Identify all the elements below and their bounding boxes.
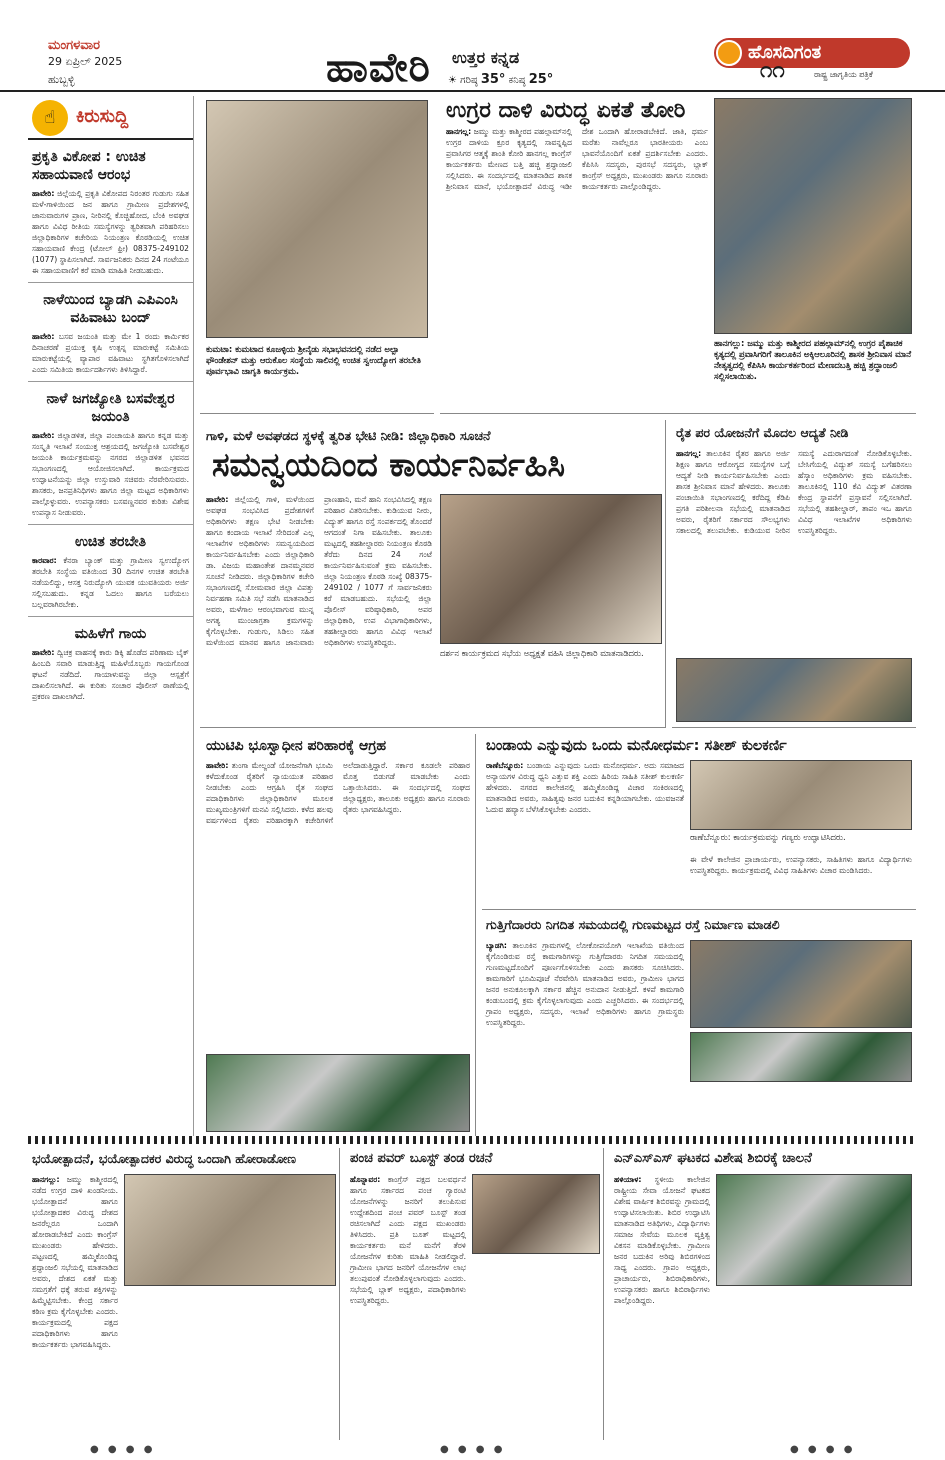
article-text: ತುಂಗಾ ಮೇಲ್ದಂಡೆ ಯೋಜನೆಗಾಗಿ ಭೂಮಿ ಕಳೆದುಕೊಂಡ ರೈತರಿಗೆ ನ್ಯಾಯಯುತ ಪರಿಹಾರ ನೀಡಬೇಕು ಎಂದು ಆಗ್ರಹಿಸಿ ರೈತ ಸಂಘದ ಪದಾಧಿಕಾರಿಗಳು ಜಿಲ್ಲಾಧಿಕಾರಿಗಳ ಮೂಲಕ ಮುಖ್ಯಮಂತ್ರಿಗಳಿಗೆ ಮನವಿ ಸಲ್ಲಿಸಿದರು. ಕಳೆದ ಹಲವು ವರ್ಷಗಳಿಂದ ರೈತರು ಪರಿಹಾರಕ್ಕಾಗಿ ಕಚೇರಿಗಳಿಗೆ ಅಲೆದಾಡುತ್ತಿದ್ದಾರೆ. ಸರ್ಕಾರ ಕೂಡಲೇ ಪರಿಹಾರ ಮೊತ್ತ ಬಿಡುಗಡೆ ಮಾಡಬೇಕು ಎಂದು ಒತ್ತಾಯಿಸಿದರು. ಈ ಸಂದರ್ಭದಲ್ಲಿ ಸಂಘದ ಜಿಲ್ಲಾಧ್ಯಕ್ಷರು, ತಾಲೂಕು ಅಧ್ಯಕ್ಷರು ಹಾಗೂ ನೂರಾರು ರೈತರು ಭಾಗವಹಿಸಿದ್ದರು. [206,761,470,825]
brief-item [28,616,193,702]
issue-info [48,38,178,87]
min-temp: 25° [528,72,554,87]
article-dateline: ಹಳಿಯಾಳ: [614,1175,642,1184]
min-temp-label: ಕನಿಷ್ಠ [508,75,526,86]
photo-caption: ರಾಣೆಬೆನ್ನೂರು: ಕಾರ್ಯಕ್ರಮವನ್ನು ಗಣ್ಯರು ಉದ್ಘಾಟಿಸಿದರು. [690,832,846,842]
kirusuddi-header [28,96,193,140]
brief-text: ಕೆನರಾ ಬ್ಯಾಂಕ್ ಮತ್ತು ಗ್ರಾಮೀಣ ಸ್ವಉದ್ಯೋಗ ತರಬೇತಿ ಸಂಸ್ಥೆಯ ವತಿಯಿಂದ 30 ದಿನಗಳ ಉಚಿತ ತರಬೇತಿ ನಡೆಯಲಿದ್ದು, ಆಸಕ್ತ ನಿರುದ್ಯೋಗಿ ಯುವಕ ಯುವತಿಯರು ಅರ್ಜಿ ಸಲ್ಲಿಸಬಹುದು. ಕನ್ನಡ ಓದಲು ಹಾಗೂ ಬರೆಯಲು ಬಲ್ಲವರಾಗಿರಬೇಕು. [32,556,189,609]
bhayo-article [28,1148,340,1440]
brief-item [28,381,193,518]
brief-item [28,148,193,276]
registration-marks-left: ● ● ● ● [90,1444,156,1455]
issue-city: ಹುಬ್ಬಳ್ಳಿ [48,73,75,86]
brief-dateline: ಹಾವೇರಿ: [32,648,55,657]
article-dateline: ಹೊನ್ನಾವರ: [350,1175,381,1184]
article-text: ಕಾಂಗ್ರೆಸ್ ಪಕ್ಷದ ಬಲವರ್ಧನೆ ಹಾಗೂ ಸರ್ಕಾರದ ಪಂಚ ಗ್ಯಾರಂಟಿ ಯೋಜನೆಗಳನ್ನು ಜನರಿಗೆ ತಲುಪಿಸುವ ಉದ್ದೇಶದಿಂದ ಪಂಚ ಪವರ್ ಬೂಸ್ಟ್ ತಂಡ ರಚಿಸಲಾಗಿದೆ ಎಂದು ಪಕ್ಷದ ಮುಖಂಡರು ತಿಳಿಸಿದರು. ಪ್ರತಿ ಬೂತ್ ಮಟ್ಟದಲ್ಲಿ ಕಾರ್ಯಕರ್ತರು ಮನೆ ಮನೆಗೆ ತೆರಳಿ ಯೋಜನೆಗಳ ಕುರಿತು ಮಾಹಿತಿ ನೀಡಲಿದ್ದಾರೆ. ಗ್ರಾಮೀಣ ಭಾಗದ ಜನರಿಗೆ ಯೋಜನೆಗಳ ಲಾಭ ತಲುಪುವಂತೆ ನೋಡಿಕೊಳ್ಳಲಾಗುವುದು ಎಂದರು. ಸಭೆಯಲ್ಲಿ ಬ್ಲಾಕ್ ಅಧ್ಯಕ್ಷರು, ಪದಾಧಿಕಾರಿಗಳು ಉಪಸ್ಥಿತರಿದ್ದರು. [350,1175,467,1305]
article-headline: ಉಗ್ರರ ದಾಳಿ ವಿರುದ್ಧ ಏಕತೆ ತೋರಿ [446,98,686,123]
article-dateline: ಹಾವೇರಿ: [206,495,229,504]
page-subtitle: ಉತ್ತರ ಕನ್ನಡ [452,48,520,67]
brief-text: ಜಿಲ್ಲಾಡಳಿತ, ಜಿಲ್ಲಾ ಪಂಚಾಯತಿ ಹಾಗೂ ಕನ್ನಡ ಮತ್ತು ಸಂಸ್ಕೃತಿ ಇಲಾಖೆ ಸಂಯುಕ್ತ ಆಶ್ರಯದಲ್ಲಿ ಜಗಜ್ಯೋತಿ ಬಸವೇಶ್ವರ ಜಯಂತಿ ಕಾರ್ಯಕ್ರಮವನ್ನು ನಗರದ ಜಿಲ್ಲಾಡಳಿತ ಭವನದ ಸಭಾಂಗಣದಲ್ಲಿ ಆಯೋಜಿಸಲಾಗಿದೆ. ಕಾರ್ಯಕ್ರಮದ ಉದ್ಘಾಟನೆಯನ್ನು ಜಿಲ್ಲಾ ಉಸ್ತುವಾರಿ ಸಚಿವರು ನೆರವೇರಿಸುವರು. ಶಾಸಕರು, ಜನಪ್ರತಿನಿಧಿಗಳು ಹಾಗೂ ಜಿಲ್ಲಾ ಮಟ್ಟದ ಅಧಿಕಾರಿಗಳು ಪಾಲ್ಗೊಳ್ಳುವರು. ಉಪನ್ಯಾಸಕರು ಬಸವಣ್ಣನವರ ಕುರಿತು ವಿಶೇಷ ಉಪನ್ಯಾಸ ನೀಡುವರು. [32,431,189,517]
event-photo [690,760,912,830]
article-headline: ಬಂಡಾಯ ಎನ್ನುವುದು ಒಂದು ಮನೋಧರ್ಮ: ಸತೀಶ್ ಕುಲಕರ್ಣಿ [486,738,787,754]
brief-item [28,282,193,375]
article-body [350,1174,466,1436]
article-headline: ಪಂಚ ಪವರ್ ಬೂಸ್ಟ್ ತಂಡ ರಚನೆ [350,1151,493,1166]
pancha-article [346,1148,604,1440]
speaker-photo [124,1174,336,1286]
brand-tagline: ರಾಷ್ಟ್ರ ಜಾಗೃತಿಯ ಪತ್ರಿಕೆ [814,70,873,79]
brief-headline: ಮಹಿಳೆಗೆ ಗಾಯ [74,626,147,642]
brief-body [28,555,193,610]
candle-march-photo [714,98,912,334]
brief-dateline: ಹಾವೇರಿ: [32,189,55,198]
article-text: ಜಮ್ಮು ಮತ್ತು ಕಾಶ್ಮೀರದ ಪಹಲ್ಗಾಮ್‌ನಲ್ಲಿ ಉಗ್ರರ ದಾಳಿಯ ಕ್ರೂರ ಕೃತ್ಯದಲ್ಲಿ ಸಾವನ್ನಪ್ಪಿದ ಪ್ರವಾಸಿಗರ ಆತ್ಮಕ್ಕೆ ಶಾಂತಿ ಕೋರಿ ಹಾನಗಲ್ಲ ಕಾಂಗ್ರೆಸ್ ಕಾರ್ಯಕರ್ತರು ಮೇಣದ ಬತ್ತಿ ಹಚ್ಚಿ ಶ್ರದ್ಧಾಂಜಲಿ ಸಲ್ಲಿಸಿದರು. ಈ ಸಂದರ್ಭದಲ್ಲಿ ಮಾತನಾಡಿದ ಶಾಸಕ ಶ್ರೀನಿವಾಸ ಮಾನೆ, ಭಯೋತ್ಪಾದನೆ ವಿರುದ್ಧ ಇಡೀ ದೇಶ ಒಂದಾಗಿ ಹೋರಾಡಬೇಕಿದೆ. ಜಾತಿ, ಧರ್ಮ ಮರೆತು ನಾವೆಲ್ಲರೂ ಭಾರತೀಯರು ಎಂಬ ಭಾವನೆಯೊಂದಿಗೆ ಏಕತೆ ಪ್ರದರ್ಶಿಸಬೇಕು ಎಂದರು. ಕೆಪಿಸಿಸಿ ಸದಸ್ಯರು, ಪುರಸಭೆ ಸದಸ್ಯರು, ಬ್ಲಾಕ್ ಕಾಂಗ್ರೆಸ್ ಅಧ್ಯಕ್ಷರು, ಮುಖಂಡರು ಹಾಗೂ ನೂರಾರು ಕಾರ್ಯಕರ್ತರು ಪಾಲ್ಗೊಂಡಿದ್ದರು. [446,127,708,191]
article-text: ಜಿಲ್ಲೆಯಲ್ಲಿ ಗಾಳಿ, ಮಳೆಯಿಂದ ಅವಘಡ ಸಂಭವಿಸಿದ ಪ್ರದೇಶಗಳಿಗೆ ಅಧಿಕಾರಿಗಳು ತಕ್ಷಣ ಭೇಟಿ ನೀಡಬೇಕು ಹಾಗೂ ಕಂದಾಯ ಇಲಾಖೆ ಸೇರಿದಂತೆ ಎಲ್ಲ ಇಲಾಖೆಗಳ ಅಧಿಕಾರಿಗಳು ಸಮನ್ವಯದಿಂದ ಕಾರ್ಯನಿರ್ವಹಿಸಬೇಕು ಎಂದು ಜಿಲ್ಲಾಧಿಕಾರಿ ಡಾ. ವಿಜಯ ಮಹಾಂತೇಶ ದಾನಮ್ಮನವರ ಸೂಚನೆ ನೀಡಿದರು. ಜಿಲ್ಲಾಧಿಕಾರಿಗಳ ಕಚೇರಿ ಸಭಾಂಗಣದಲ್ಲಿ ಸೋಮವಾರ ಜಿಲ್ಲಾ ವಿಪತ್ತು ನಿರ್ವಹಣಾ ಸಮಿತಿ ಸಭೆ ನಡೆಸಿ ಮಾತನಾಡಿದ ಅವರು, ಮಳೆಗಾಲ ಆರಂಭವಾಗುವ ಮುನ್ನ ಅಗತ್ಯ ಮುಂಜಾಗ್ರತಾ ಕ್ರಮಗಳನ್ನು ಕೈಗೊಳ್ಳಬೇಕು. ಗುಡುಗು, ಸಿಡಿಲು ಸಹಿತ ಮಳೆಯಿಂದ ಮಾನವ ಹಾಗೂ ಜಾನುವಾರು ಪ್ರಾಣಹಾನಿ, ಮನೆ ಹಾನಿ ಸಂಭವಿಸಿದಲ್ಲಿ ತಕ್ಷಣ ಪರಿಹಾರ ವಿತರಿಸಬೇಕು. ಕುಡಿಯುವ ನೀರು, ವಿದ್ಯುತ್ ಹಾಗೂ ರಸ್ತೆ ಸಂಪರ್ಕದಲ್ಲಿ ತೊಂದರೆ ಆಗದಂತೆ ನಿಗಾ ವಹಿಸಬೇಕು. ತಾಲೂಕು ಮಟ್ಟದಲ್ಲಿ ತಹಶೀಲ್ದಾರರು ನಿಯಂತ್ರಣ ಕೊಠಡಿ ತೆರೆದು ದಿನದ 24 ಗಂಟೆ ಕಾರ್ಯನಿರ್ವಹಿಸುವಂತೆ ಕ್ರಮ ವಹಿಸಬೇಕು. ಜಿಲ್ಲಾ ನಿಯಂತ್ರಣ ಕೊಠಡಿ ಸಂಖ್ಯೆ 08375-249102 / 1077 ಗೆ ಸಾರ್ವಜನಿಕರು ಕರೆ ಮಾಡಬಹುದು. ಸಭೆಯಲ್ಲಿ ಜಿಲ್ಲಾ ಪೊಲೀಸ್ ವರಿಷ್ಠಾಧಿಕಾರಿ, ಅಪರ ಜಿಲ್ಲಾಧಿಕಾರಿ, ಉಪ ವಿಭಾಗಾಧಿಕಾರಿಗಳು, ತಹಶೀಲ್ದಾರರು ಹಾಗೂ ವಿವಿಧ ಇಲಾಖೆ ಅಧಿಕಾರಿಗಳು ಉಪಸ್ಥಿತರಿದ್ದರು. [206,495,432,647]
brief-headline: ನಾಳೆಯಿಂದ ಬ್ಯಾಡಗಿ ಎಪಿಎಂಸಿ ವಹಿವಾಟು ಬಂದ್ [43,292,178,326]
kirusuddi-column [28,96,194,1136]
issue-date: 29 ಏಪ್ರಿಲ್ 2025 [48,55,123,68]
samanvaya-lead-article [200,420,666,728]
ugra-article [440,96,916,414]
brief-text: ದ್ವಿಚಕ್ರ ವಾಹನಕ್ಕೆ ಕಾರು ಡಿಕ್ಕಿ ಹೊಡೆದ ಪರಿಣಾಮ ಬೈಕ್ ಹಿಂಬದಿ ಸವಾರಿ ಮಾಡುತ್ತಿದ್ದ ಮಹಿಳೆಯೊಬ್ಬರು ಗಾಯಗೊಂಡ ಘಟನೆ ನಡೆದಿದೆ. ಗಾಯಾಳುವನ್ನು ಜಿಲ್ಲಾ ಆಸ್ಪತ್ರೆಗೆ ದಾಖಲಿಸಲಾಗಿದೆ. ಈ ಕುರಿತು ಸಂಚಾರ ಪೊಲೀಸ್ ಠಾಣೆಯಲ್ಲಿ ಪ್ರಕರಣ ದಾಖಲಾಗಿದೆ. [32,648,189,701]
article-text: ತಾಲೂಕಿನ ಗ್ರಾಮಗಳಲ್ಲಿ ಲೋಕೋಪಯೋಗಿ ಇಲಾಖೆಯ ವತಿಯಿಂದ ಕೈಗೊಂಡಿರುವ ರಸ್ತೆ ಕಾಮಗಾರಿಗಳನ್ನು ಗುತ್ತಿಗೆದಾರರು ನಿಗದಿತ ಸಮಯದಲ್ಲಿ ಗುಣಮಟ್ಟದೊಂದಿಗೆ ಪೂರ್ಣಗೊಳಿಸಬೇಕು ಎಂದು ಶಾಸಕರು ಸೂಚಿಸಿದರು. ಕಾಮಗಾರಿಗೆ ಭೂಮಿಪೂಜೆ ನೆರವೇರಿಸಿ ಮಾತನಾಡಿದ ಅವರು, ಗ್ರಾಮೀಣ ಭಾಗದ ಜನರ ಅನುಕೂಲಕ್ಕಾಗಿ ಸರ್ಕಾರ ಹೆಚ್ಚಿನ ಅನುದಾನ ನೀಡುತ್ತಿದೆ. ಕಳಪೆ ಕಾಮಗಾರಿ ಕಂಡುಬಂದಲ್ಲಿ ಕ್ರಮ ಕೈಗೊಳ್ಳಲಾಗುವುದು ಎಂದು ಎಚ್ಚರಿಸಿದರು. ಈ ಸಂದರ್ಭದಲ್ಲಿ ಗ್ರಾಪಂ ಅಧ್ಯಕ್ಷರು, ಸದಸ್ಯರು, ಇಲಾಖೆ ಅಧಿಕಾರಿಗಳು ಹಾಗೂ ಗ್ರಾಮಸ್ಥರು ಉಪಸ್ಥಿತರಿದ್ದರು. [486,941,684,1027]
brief-headline: ಪ್ರಕೃತಿ ವಿಕೋಪ : ಉಚಿತ ಸಹಾಯವಾಣಿ ಆರಂಭ [32,149,146,183]
brief-body [28,647,193,702]
raitha-article [672,420,916,728]
brief-dateline: ಕಾರವಾರ: [32,556,57,565]
article-text: ತಾಲೂಕಿನ ರೈತರ ಹಾಗೂ ಅರ್ಜಿ ಶಿಕ್ಷಣ ಹಾಗೂ ಆರೋಗ್ಯದ ಸಮಸ್ಯೆಗಳ ಬಗ್ಗೆ ಆದ್ಯತೆ ನೀಡಿ ಕಾರ್ಯನಿರ್ವಹಿಸಬೇಕು ಎಂದು ಶಾಸಕ ಶ್ರೀನಿವಾಸ ಮಾನೆ ಹೇಳಿದರು. ತಾಲೂಕು ಪಂಚಾಯಿತಿ ಸಭಾಂಗಣದಲ್ಲಿ ಕರೆದಿದ್ದ ಕೆಡಿಪಿ ಪ್ರಗತಿ ಪರಿಶೀಲನಾ ಸಭೆಯಲ್ಲಿ ಮಾತನಾಡಿದ ಅವರು, ರೈತರಿಗೆ ಸರ್ಕಾರದ ಸೌಲಭ್ಯಗಳು ಸಕಾಲದಲ್ಲಿ ತಲುಪಬೇಕು. ಕುಡಿಯುವ ನೀರಿನ ಸಮಸ್ಯೆ ಎದುರಾಗದಂತೆ ನೋಡಿಕೊಳ್ಳಬೇಕು. ಬೇಸಿಗೆಯಲ್ಲಿ ವಿದ್ಯುತ್ ಸಮಸ್ಯೆ ಬಗೆಹರಿಸಲು ಹೆಸ್ಕಾಂ ಅಧಿಕಾರಿಗಳು ಕ್ರಮ ವಹಿಸಬೇಕು. ತಾಲೂಕಿನಲ್ಲಿ 110 ಕೆವಿ ವಿದ್ಯುತ್ ವಿತರಣಾ ಕೇಂದ್ರ ಸ್ಥಾಪನೆಗೆ ಪ್ರಸ್ತಾವನೆ ಸಲ್ಲಿಸಲಾಗಿದೆ. ಸಭೆಯಲ್ಲಿ ತಹಶೀಲ್ದಾರ್, ತಾಪಂ ಇಒ ಹಾಗೂ ವಿವಿಧ ಇಲಾಖೆಗಳ ಅಧಿಕಾರಿಗಳು ಉಪಸ್ಥಿತರಿದ್ದರು. [676,449,912,535]
pointing-hand-icon: ☝ [32,100,68,136]
road-work-photo [690,940,912,1028]
max-temp: 35° [480,72,506,87]
article-body [206,494,432,724]
article-headline: ಎನ್‌ಎಸ್‌ಎಸ್ ಘಟಕದ ವಿಶೇಷ ಶಿಬಿರಕ್ಕೆ ಚಾಲನೆ [614,1151,812,1166]
article-body [614,1174,710,1436]
article-dateline: ಬ್ಯಾಡಗಿ: [486,941,507,950]
photo-caption: ದರ್ಶನ ಕಾರ್ಯಕ್ರಮದ ಸಭೆಯ ಅಧ್ಯಕ್ಷತೆ ವಹಿಸಿ ಜಿಲ್ಲಾಧಿಕಾರಿ ಮಾತನಾಡಿದರು. [440,648,644,658]
article-kicker: ಗಾಳಿ, ಮಳೆ ಅವಘಡದ ಸ್ಥಳಕ್ಕೆ ತ್ವರಿತ ಭೇಟಿ ನೀಡಿ: ಜಿಲ್ಲಾಧಿಕಾರಿ ಸೂಚನೆ [206,428,491,443]
section-divider [28,1136,916,1144]
article-dateline: ಹಾನಗಲ್ಲ: [676,449,702,458]
article-headline: ಸಮನ್ವಯದಿಂದ ಕಾರ್ಯನಿರ್ವಹಿಸಿ [212,445,566,484]
photo-caption: ಕುಮಟಾ: ಕುಮಟಾದ ಕೂಜಳ್ಳಿಯ ಶ್ರೀನೈಡು ಸಭಾಭವನದಲ್ಲಿ ನಡೆದ ಅಲ್ಪಾ ಫೌಂಡೇಶನ್ ಮತ್ತು ಆರುಕೊಲ ಸಂಸ್ಥೆಯ ಸಾಲಿನಲ್ಲಿ ಉಚಿತ ಸ್ವಉದ್ಯೋಗ ತರಬೇತಿ ಪೂರ್ವಭಾವಿ ಜಾಗೃತಿ ಕಾರ್ಯಕ್ರಮ. [206,344,421,376]
brief-body [28,188,193,276]
registration-marks-right: ● ● ● ● [790,1444,856,1455]
article-headline: ಗುತ್ತಿಗೆದಾರರು ನಿಗದಿತ ಸಮಯದಲ್ಲಿ ಗುಣಮಟ್ಟದ ರಸ್ತೆ ನಿರ್ಮಾಣ ಮಾಡಲಿ [486,917,780,932]
article-dateline: ಹಾನಗಲ್ಲ: [446,127,472,136]
article-body [676,448,912,654]
article-body [32,1174,118,1436]
utp-article [200,734,476,1136]
article-dateline: ಹಾನಗಲ್ಲು: [32,1175,60,1184]
rasthe-article [482,914,916,1136]
nss-article [610,1148,916,1440]
article-body [206,760,470,1048]
brief-item [28,524,193,610]
article-body [446,126,708,408]
article-body-continued: ಈ ವೇಳೆ ಕಾಲೇಜಿನ ಪ್ರಾಚಾರ್ಯರು, ಉಪನ್ಯಾಸಕರು, ಸಾಹಿತಿಗಳು ಹಾಗೂ ವಿದ್ಯಾರ್ಥಿಗಳು ಉಪಸ್ಥಿತರಿದ್ದರು. ಕಾರ್ಯಕ್ರಮದಲ್ಲಿ ವಿವಿಧ ಸಾಹಿತಿಗಳು ವಿಚಾರ ಮಂಡಿಸಿದರು. [690,855,912,875]
max-temp-label: ಗರಿಷ್ಠ [460,75,478,86]
brief-body [28,331,193,375]
brief-dateline: ಹಾವೇರಿ: [32,332,55,341]
article-body [486,940,684,1132]
article-headline: ಯುಟಿಪಿ ಭೂಸ್ವಾಧೀನ ಪರಿಹಾರಕ್ಕೆ ಆಗ್ರಹ [206,738,387,754]
kirusuddi-title: ಕಿರುಸುದ್ದಿ [76,106,129,127]
brief-body [28,430,193,518]
brief-text: ಬಸವ ಜಯಂತಿ ಮತ್ತು ಮೇ 1 ರಂದು ಕಾರ್ಮಿಕರ ದಿನಾಚರಣೆ ಪ್ರಯುಕ್ತ ಕೃಷಿ ಉತ್ಪನ್ನ ಮಾರುಕಟ್ಟೆ ಸಮಿತಿಯ ಮಾರುಕಟ್ಟೆಯಲ್ಲಿ ವ್ಯಾಪಾರ ವಹಿವಾಟು ಸ್ಥಗಿತಗೊಳಿಸಲಾಗಿದೆ ಎಂದು ಸಮಿತಿಯ ಕಾರ್ಯದರ್ಶಿಗಳು ತಿಳಿಸಿದ್ದಾರೆ. [32,332,189,374]
ground-breaking-photo [690,1032,912,1082]
event-photo [206,100,428,338]
weather-icon: ☀ [448,75,457,86]
brand-logo [714,38,914,84]
article-text: ಸ್ಥಳೀಯ ಕಾಲೇಜಿನ ರಾಷ್ಟ್ರೀಯ ಸೇವಾ ಯೋಜನೆ ಘಟಕದ ವಿಶೇಷ ವಾರ್ಷಿಕ ಶಿಬಿರವನ್ನು ಗ್ರಾಮದಲ್ಲಿ ಉದ್ಘಾಟಿಸಲಾಯಿತು. ಶಿಬಿರ ಉದ್ಘಾಟಿಸಿ ಮಾತನಾಡಿದ ಅತಿಥಿಗಳು, ವಿದ್ಯಾರ್ಥಿಗಳು ಸಮಾಜ ಸೇವೆಯ ಮೂಲಕ ವ್ಯಕ್ತಿತ್ವ ವಿಕಸನ ಮಾಡಿಕೊಳ್ಳಬೇಕು. ಗ್ರಾಮೀಣ ಜನರ ಬದುಕಿನ ಅರಿವು ಶಿಬಿರಗಳಿಂದ ಸಾಧ್ಯ ಎಂದರು. ಗ್ರಾಪಂ ಅಧ್ಯಕ್ಷರು, ಪ್ರಾಚಾರ್ಯರು, ಶಿಬಿರಾಧಿಕಾರಿಗಳು, ಉಪನ್ಯಾಸಕರು ಹಾಗೂ ಶಿಬಿರಾರ್ಥಿಗಳು ಪಾಲ್ಗೊಂಡಿದ್ದರು. [614,1175,710,1305]
article-text: ಜಮ್ಮು ಕಾಶ್ಮೀರದಲ್ಲಿ ನಡೆದ ಉಗ್ರರ ದಾಳಿ ಖಂಡನೀಯ. ಭಯೋತ್ಪಾದನೆ ಹಾಗೂ ಭಯೋತ್ಪಾದಕರ ವಿರುದ್ಧ ದೇಶದ ಜನರೆಲ್ಲರೂ ಒಂದಾಗಿ ಹೋರಾಡಬೇಕಿದೆ ಎಂದು ಕಾಂಗ್ರೆಸ್ ಮುಖಂಡರು ಹೇಳಿದರು. ಪಟ್ಟಣದಲ್ಲಿ ಹಮ್ಮಿಕೊಂಡಿದ್ದ ಶ್ರದ್ಧಾಂಜಲಿ ಸಭೆಯಲ್ಲಿ ಮಾತನಾಡಿದ ಅವರು, ದೇಶದ ಏಕತೆ ಮತ್ತು ಸಮಗ್ರತೆಗೆ ಧಕ್ಕೆ ತರುವ ಶಕ್ತಿಗಳನ್ನು ಹಿಮ್ಮೆಟ್ಟಿಸಬೇಕು. ಕೇಂದ್ರ ಸರ್ಕಾರ ಕಠಿಣ ಕ್ರಮ ಕೈಗೊಳ್ಳಬೇಕು ಎಂದರು. ಕಾರ್ಯಕ್ರಮದಲ್ಲಿ ಪಕ್ಷದ ಪದಾಧಿಕಾರಿಗಳು ಹಾಗೂ ಕಾರ್ಯಕರ್ತರು ಭಾಗವಹಿಸಿದ್ದರು. [32,1175,118,1349]
protest-photo [206,1054,470,1132]
article-headline: ರೈತ ಪರ ಯೋಜನೆಗೆ ಮೊದಲ ಆದ್ಯತೆ ನೀಡಿ [676,425,849,440]
group-photo [716,1174,912,1286]
weather [448,72,553,87]
photo-caption: ಹಾನಗಲ್ಲು: ಜಮ್ಮು ಮತ್ತು ಕಾಶ್ಮೀರದ ಪಹಲ್ಗಾಮ್‌ನಲ್ಲಿ ಉಗ್ರರ ಪೈಶಾಚಿಕ ಕೃತ್ಯದಲ್ಲಿ ಪ್ರವಾಸಿಗರಿಗೆ ತಾಲೂಕಿನ ಅಕ್ಕಿಆಲೂರಿನಲ್ಲಿ ಶಾಸಕ ಶ್ರೀನಿವಾಸ ಮಾನೆ ನೇತೃತ್ವದಲ್ಲಿ ಕೆಪಿಸಿಸಿ ಕಾರ್ಯಕರ್ತರಿಂದ ಮೇಣದಬತ್ತಿ ಹಚ್ಚಿ ಶ್ರದ್ಧಾಂಜಲಿ ಸಲ್ಲಿಸಲಾಯಿತು. [714,338,912,381]
page-title: ಹಾವೇರಿ [326,44,431,91]
page-number: ೧೧ [760,58,785,83]
article-dateline: ರಾಣೆಬೆನ್ನೂರು: [486,761,524,770]
article-headline: ಭಯೋತ್ಪಾದನೆ, ಭಯೋತ್ಪಾದಕರ ವಿರುದ್ಧ ಒಂದಾಗಿ ಹೋರಾಡೋಣ [32,1151,296,1166]
article-body [486,760,684,906]
brief-headline: ಉಚಿತ ತರಬೇತಿ [74,534,147,550]
brand-name: ಹೊಸದಿಗಂತ [714,38,910,68]
registration-marks-center: ● ● ● ● [440,1444,506,1455]
brief-headline: ನಾಳೆ ಜಗಜ್ಯೋತಿ ಬಸವೇಶ್ವರ ಜಯಂತಿ [46,391,175,425]
meeting-photo [440,494,662,644]
brief-text: ಜಿಲ್ಲೆಯಲ್ಲಿ ಪ್ರಕೃತಿ ವಿಕೋಪದ ನಿರಂತರ ಗುಡುಗು ಸಹಿತ ಮಳೆ-ಗಾಳಿಯಿಂದ ಜನ ಹಾಗೂ ಗ್ರಾಮೀಣ ಪ್ರದೇಶಗಳಲ್ಲಿ ಜಾನುವಾರುಗಳ ಪ್ರಾಣ, ನೀರಿನಲ್ಲಿ ಕೊಚ್ಚಿಹೋದ, ಬೆಂಕಿ ಅವಘಡ ಹಾಗೂ ವಿವಿಧ ರೀತಿಯ ಸಮಸ್ಯೆಗಳನ್ನು ತ್ವರಿತವಾಗಿ ಪರಿಹರಿಸಲು ಜಿಲ್ಲಾಧಿಕಾರಿಗಳ ಕಚೇರಿಯ ನಿಯಂತ್ರಣ ಕೊಠಡಿಯಲ್ಲಿ ಉಚಿತ ಸಹಾಯವಾಣಿ ಕೇಂದ್ರ (ಟೋಲ್ ಫ್ರೀ) 08375-249102 (1077) ಸ್ಥಾಪಿಸಲಾಗಿದೆ. ಸಾರ್ವಜನಿಕರು ದಿನದ 24 ಗಂಟೆಯೂ ಈ ಸಹಾಯವಾಣಿಗೆ ಕರೆ ಮಾಡಿ ಮಾಹಿತಿ ನೀಡಬಹುದು. [32,189,189,275]
brief-dateline: ಹಾವೇರಿ: [32,431,55,440]
meeting-photo [676,658,912,722]
masthead [0,0,945,92]
sun-logo-icon [716,40,742,66]
article-dateline: ಹಾವೇರಿ: [206,761,229,770]
bandaya-article [482,734,916,910]
issue-day: ಮಂಗಳವಾರ [48,38,101,53]
kumata-photo-story [200,96,434,414]
article-text: ಬಂಡಾಯ ಎನ್ನುವುದು ಒಂದು ಮನೋಧರ್ಮ. ಅದು ಸಮಾಜದ ಅನ್ಯಾಯಗಳ ವಿರುದ್ಧ ಧ್ವನಿ ಎತ್ತುವ ಶಕ್ತಿ ಎಂದು ಹಿರಿಯ ಸಾಹಿತಿ ಸತೀಶ್ ಕುಲಕರ್ಣಿ ಹೇಳಿದರು. ನಗರದ ಕಾಲೇಜಿನಲ್ಲಿ ಹಮ್ಮಿಕೊಂಡಿದ್ದ ವಿಚಾರ ಸಂಕಿರಣದಲ್ಲಿ ಮಾತನಾಡಿದ ಅವರು, ಸಾಹಿತ್ಯವು ಜನರ ಬದುಕಿನ ಕನ್ನಡಿಯಾಗಬೇಕು. ಯುವಜನತೆ ಓದುವ ಹವ್ಯಾಸ ಬೆಳೆಸಿಕೊಳ್ಳಬೇಕು ಎಂದರು. [486,761,684,814]
meeting-photo [472,1174,600,1254]
